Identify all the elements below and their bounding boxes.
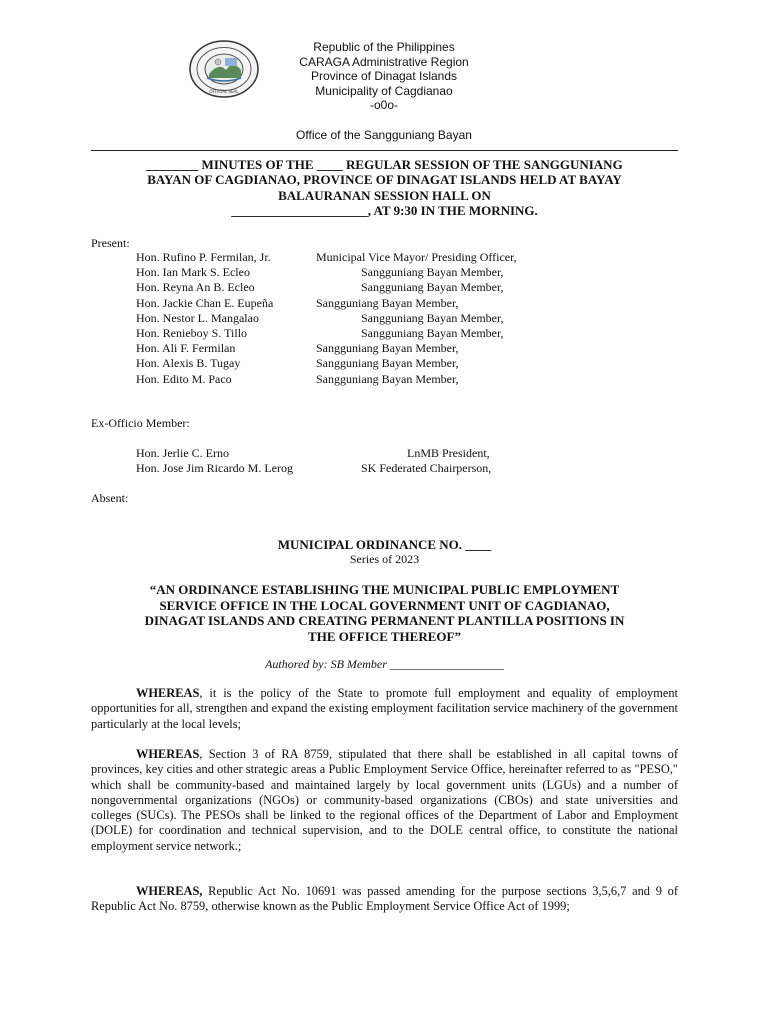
ordinance-title-line: “AN ORDINANCE ESTABLISHING THE MUNICIPAL PUBLIC EMPLOYMENT	[149, 582, 620, 597]
whereas-paragraph	[91, 686, 678, 732]
member-position: Sangguniang Bayan Member,	[361, 310, 504, 325]
member-position: Sangguniang Bayan Member,	[361, 325, 504, 340]
authored-by: Authored by: SB Member ___________________	[265, 657, 504, 671]
member-position: Sangguniang Bayan Member,	[361, 280, 504, 295]
member-name: Hon. Ali F. Fermilan	[136, 341, 236, 356]
member-name: Hon. Edito M. Paco	[136, 371, 232, 386]
member-position: Sangguniang Bayan Member,	[316, 371, 459, 386]
member-name: Hon. Jerlie C. Erno	[136, 446, 229, 460]
ordinance-title-line: DINAGAT ISLANDS AND CREATING PERMANENT PLANTILLA POSITIONS IN	[144, 613, 625, 628]
whereas-keyword: WHEREAS	[136, 686, 200, 700]
letterhead	[0, 40, 768, 113]
whereas-paragraph	[91, 884, 678, 915]
ordinance-number: MUNICIPAL ORDINANCE NO. ____	[277, 537, 492, 552]
whereas-keyword: WHEREAS	[136, 747, 200, 761]
minutes-title-line: ________ MINUTES OF THE ____ REGULAR SESSION OF THE SANGGUNIANG	[146, 157, 623, 172]
present-label: Present:	[91, 236, 130, 250]
letterhead-line: Municipality of Cagdianao	[315, 83, 453, 98]
whereas-keyword: WHEREAS,	[136, 884, 203, 898]
member-name: Hon. Alexis B. Tugay	[136, 356, 241, 371]
minutes-title-line: _____________________, AT 9:30 IN THE MORNING.	[231, 202, 538, 218]
member-position: Sangguniang Bayan Member,	[316, 356, 459, 371]
minutes-title-line: BALAURANAN SESSION HALL ON	[278, 187, 491, 203]
member-name: Hon. Ian Mark S. Ecleo	[136, 265, 250, 280]
header-divider	[91, 150, 678, 151]
letterhead-line: Republic of the Philippines	[313, 40, 455, 54]
letterhead-separator: -o0o-	[369, 98, 398, 113]
member-position: Municipal Vice Mayor/ Presiding Officer,	[316, 250, 517, 264]
letterhead-line: CARAGA Administrative Region	[299, 54, 469, 69]
member-name: Hon. Nestor L. Mangalao	[136, 310, 259, 325]
office-name: Office of the Sangguniang Bayan	[296, 128, 472, 142]
member-position: Sangguniang Bayan Member,	[316, 295, 459, 310]
whereas-text: , Section 3 of RA 8759, stipulated that there shall be established in all capital towns of provinces, key cities and other strategic areas a Public Employment Service Office, hereinafter referred to as "PESO," which shall be community-based and maintained largely by local government units (LGUs) and a number of nongovernmental organizations (NGOs) or community-based organizations (CBOs) and state universities and colleges (SUCs). The PESOs shall be linked to the regional offices of the Department of Labor and Employment (DOLE) for coordination and technical supervision, and to the DOLE central office, to constitute the national employment service network.;	[91, 747, 678, 853]
member-position: SK Federated Chairperson,	[361, 461, 492, 476]
member-position: Sangguniang Bayan Member,	[316, 341, 459, 356]
ex-officio-label: Ex-Officio Member:	[91, 416, 190, 430]
svg-text:OFFICIAL SEAL: OFFICIAL SEAL	[209, 89, 239, 94]
ordinance-title	[91, 582, 678, 644]
letterhead-line: Province of Dinagat Islands	[310, 69, 458, 84]
member-name: Hon. Renieboy S. Tillo	[136, 325, 248, 340]
minutes-title-line: BAYAN OF CAGDIANAO, PROVINCE OF DINAGAT ISLANDS HELD AT BAYAY	[147, 172, 622, 188]
minutes-title	[91, 157, 678, 218]
ordinance-series: Series of 2023	[349, 552, 420, 566]
member-name: Hon. Reyna An B. Ecleo	[136, 280, 255, 295]
member-name: Hon. Jackie Chan E. Eupeña	[136, 295, 274, 310]
absent-label: Absent:	[91, 491, 129, 505]
member-position: LnMB President,	[407, 446, 490, 460]
whereas-paragraph	[91, 747, 678, 854]
whereas-text: Republic Act No. 10691 was passed amending for the purpose sections 3,5,6,7 and 9 of Republic Act No. 8759, otherwise known as the Public Employment Service Office Act of 1999;	[91, 884, 678, 914]
ordinance-title-line: SERVICE OFFICE IN THE LOCAL GOVERNMENT UNIT OF CAGDIANAO,	[159, 597, 610, 613]
member-name: Hon. Jose Jim Ricardo M. Lerog	[136, 461, 293, 476]
member-position: Sangguniang Bayan Member,	[361, 265, 504, 280]
ordinance-title-line: THE OFFICE THEREOF”	[308, 628, 461, 644]
member-name: Hon. Rufino P. Fermilan, Jr.	[136, 250, 271, 264]
whereas-text: , it is the policy of the State to promote full employment and equality of employment opportunities for all, strengthen and expand the existing employment facilitation service machinery of the government particularly at the local levels;	[91, 686, 678, 731]
